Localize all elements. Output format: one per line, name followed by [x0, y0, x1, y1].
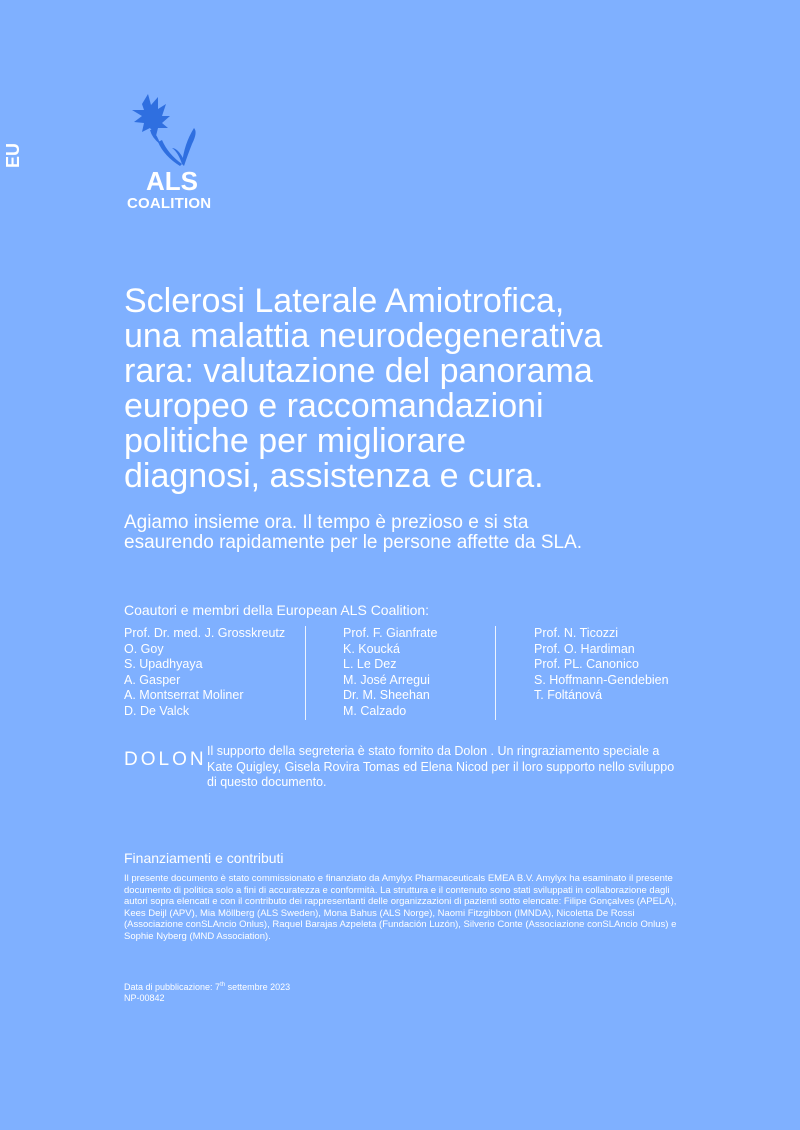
coauthor-name: A. Montserrat Moliner — [124, 688, 244, 702]
dolon-acknowledgement: Il supporto della segreteria è stato fornito da Dolon . Un ringraziamento speciale a Kate Quigley, Gisela Rovira Tomas ed Elena Nicod per il loro supporto nello sviluppo di questo documento. — [207, 744, 675, 789]
coauthor-name: Prof. Dr. med. J. Grosskreutz — [124, 626, 286, 640]
coauthor-name: M. José Arregui — [343, 672, 430, 687]
document-title: Sclerosi Laterale Amiotrofica, una malattia neurodegenerativa rara: valutazione del panorama europeo e raccomandazioni politiche per migliorare diagnosi, assistenza e cura. — [124, 282, 603, 495]
coauthor-name: O. Goy — [124, 641, 164, 656]
coauthor-name: Dr. M. Sheehan — [343, 688, 430, 702]
funding-text: Il presente documento è stato commissionato e finanziato da Amylyx Pharmaceuticals EMEA B.V. Amylyx ha esaminato il presente documento di politica solo a fini di accuratezza e conformità. La struttura e il contenuto sono stati sviluppati in collaborazione dagli autori sopra elencati e con il contributo dei rappresentanti delle organizzazioni di pazienti sotto elencate: Filipe Gonçalves (APELA), Kees Deijl (APV), Mia Möllberg (ALS Sweden), Mona Bahus (ALS Norge), Naomi Fitzgibbon (IMNDA), Nicoletta De Rossi (Associazione conSLAncio Onlus), Raquel Barajas Azpeleta (Fundación Luzón), Silverio Conte (Associazione conSLAncio Onlus) e Sophie Nyberg (MND Association). — [124, 873, 677, 942]
coauthors-column-3 — [534, 626, 669, 704]
coauthors-heading: Coautori e membri della European ALS Coalition: — [124, 602, 430, 618]
coauthor-name: Prof. PL. Canonico — [534, 657, 639, 671]
coauthor-name: L. Le Dez — [343, 657, 397, 671]
column-divider — [305, 626, 306, 720]
publication-date-sup: th — [220, 982, 226, 988]
cornflower-icon — [122, 92, 202, 172]
funding-heading: Finanziamenti e contributi — [124, 850, 284, 866]
coauthor-name: D. De Valck — [124, 703, 190, 718]
coauthor-name: T. Foltánová — [534, 688, 603, 702]
publication-date — [124, 982, 290, 993]
coauthors-column-1 — [124, 626, 285, 719]
coauthor-name: A. Gasper — [124, 672, 181, 687]
coauthor-name: K. Koucká — [343, 641, 400, 656]
coauthor-name: S. Upadhyaya — [124, 657, 203, 671]
coauthors-column-2 — [343, 626, 437, 719]
coauthor-name: Prof. N. Ticozzi — [534, 626, 619, 640]
coauthor-name: S. Hoffmann-Gendebien — [534, 672, 669, 687]
column-divider — [495, 626, 496, 720]
coauthor-name: M. Calzado — [343, 703, 407, 718]
logo-als-text: ALS — [146, 166, 198, 196]
logo-eu-text: EU — [3, 142, 23, 168]
coauthor-name: Prof. O. Hardiman — [534, 641, 635, 656]
logo-coalition-text: COALITION — [127, 195, 212, 212]
coauthor-name: Prof. F. Gianfrate — [343, 626, 438, 640]
document-code: NP-00842 — [124, 993, 165, 1003]
publication-date-suffix: settembre 2023 — [225, 982, 291, 992]
dolon-logo: DOLON — [124, 749, 207, 770]
publication-date-prefix: Data di pubblicazione: 7 — [124, 982, 221, 992]
document-subtitle: Agiamo insieme ora. Il tempo è prezioso e si sta esaurendo rapidamente per le persone affette da SLA. — [124, 512, 583, 553]
